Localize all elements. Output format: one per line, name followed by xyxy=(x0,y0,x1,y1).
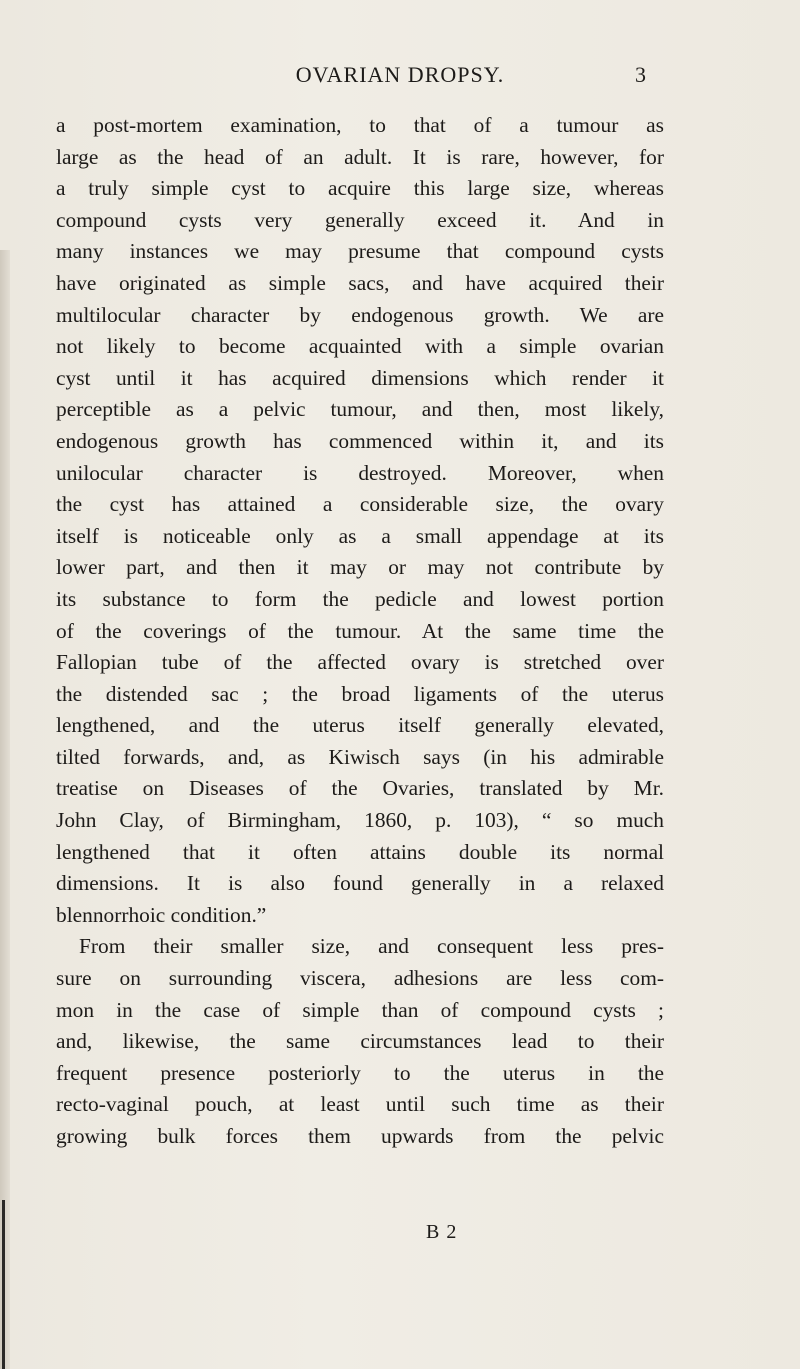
text-line: From their smaller size, and consequent less pres- xyxy=(79,934,664,959)
text-line: large as the head of an adult. It is rare, however, for xyxy=(56,144,664,169)
text-line: its substance to form the pedicle and lowest portion xyxy=(56,586,664,611)
text-line: dimensions. It is also found generally in a relaxed xyxy=(56,871,664,896)
text-line: treatise on Diseases of the Ovaries, translated by Mr. xyxy=(56,776,664,801)
text-line: a truly simple cyst to acquire this large size, whereas xyxy=(56,176,664,201)
text-line: and, likewise, the same circumstances lead to their xyxy=(56,1029,664,1054)
text-line: endogenous growth has commenced within it, and its xyxy=(56,428,664,453)
text-line: a post-mortem examination, to that of a tumour as xyxy=(56,113,664,137)
text-line: recto-vaginal pouch, at least until such time as their xyxy=(56,1092,664,1117)
page-number: 3 xyxy=(635,62,646,87)
text-line: many instances we may presume that compound cysts xyxy=(56,239,664,264)
text-line: John Clay, of Birmingham, 1860, p. 103), “ so much xyxy=(56,808,664,833)
text-line: compound cysts very generally exceed it. And in xyxy=(56,207,664,232)
text-line: lengthened that it often attains double its normal xyxy=(56,839,664,864)
text-line: blennorrhoic condition.” xyxy=(56,902,267,927)
body-text xyxy=(56,110,664,1153)
text-line: Fallopian tube of the affected ovary is stretched over xyxy=(56,650,664,675)
text-line: perceptible as a pelvic tumour, and then, most likely, xyxy=(56,397,664,422)
text-line: frequent presence posteriorly to the uterus in the xyxy=(56,1060,664,1085)
signature-mark: B 2 xyxy=(426,1221,458,1243)
text-line: mon in the case of simple than of compound cysts ; xyxy=(56,997,664,1022)
running-head: OVARIAN DROPSY. xyxy=(295,62,505,87)
page-header xyxy=(0,62,800,92)
text-line: cyst until it has acquired dimensions which render it xyxy=(56,365,664,390)
text-line: multilocular character by endogenous growth. We are xyxy=(56,302,664,327)
text-line: growing bulk forces them upwards from the pelvic xyxy=(56,1124,664,1148)
text-line: the cyst has attained a considerable size, the ovary xyxy=(56,492,664,517)
text-line: itself is noticeable only as a small appendage at its xyxy=(56,523,664,548)
text-line: of the coverings of the tumour. At the same time the xyxy=(56,618,664,643)
text-line: tilted forwards, and, as Kiwisch says (in his admirable xyxy=(56,744,664,769)
page-binding-edge xyxy=(2,1200,5,1369)
text-line: not likely to become acquainted with a simple ovarian xyxy=(56,334,664,359)
text-line: lengthened, and the uterus itself generally elevated, xyxy=(56,713,664,738)
text-line: lower part, and then it may or may not contribute by xyxy=(56,555,664,580)
text-line: sure on surrounding viscera, adhesions are less com- xyxy=(56,966,664,991)
text-line: unilocular character is destroyed. Moreover, when xyxy=(56,460,664,485)
text-line: have originated as simple sacs, and have acquired their xyxy=(56,270,664,295)
text-line: the distended sac ; the broad ligaments of the uterus xyxy=(56,681,664,706)
